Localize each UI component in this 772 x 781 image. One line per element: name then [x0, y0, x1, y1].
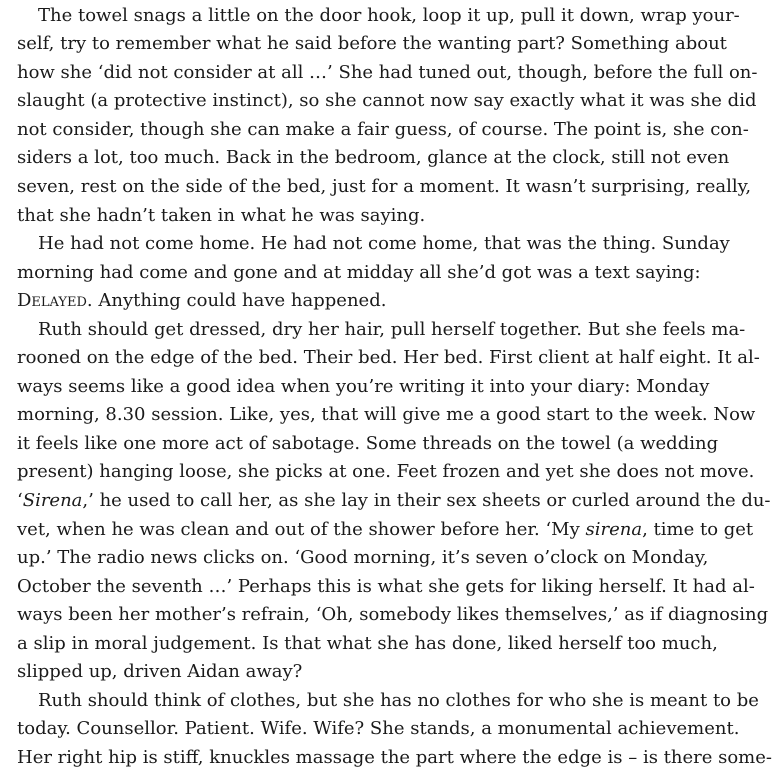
text-segment: siders a lot, too much. Back in the bedroom, glance at the clock, still not even — [17, 147, 730, 168]
text-line — [17, 660, 302, 684]
text-segment: that she hadn’t taken in what he was saying. — [17, 205, 426, 226]
text-line — [17, 346, 760, 370]
text-segment: slaught (a protective instinct), so she cannot now say exactly what it was she did — [17, 90, 757, 111]
text-line — [17, 175, 752, 199]
text-line — [17, 403, 756, 427]
text-line — [17, 489, 771, 513]
text-segment: how she ‘did not consider at all …’ She had tuned out, though, before the full on- — [17, 62, 758, 83]
text-line — [17, 204, 425, 228]
text-segment: October the seventh …’ Perhaps this is what she gets for liking herself. It had al- — [17, 576, 755, 597]
text-segment: morning had come and gone and at midday all she’d got was a text saying: — [17, 262, 701, 283]
text-line — [17, 61, 758, 85]
text-segment: it feels like one more act of sabotage. Some threads on the towel (a wedding — [17, 433, 719, 454]
text-line — [17, 318, 746, 342]
text-line — [17, 4, 740, 28]
italic-word: sirena — [585, 519, 643, 540]
text-segment: ways been her mother’s refrain, ‘Oh, somebody likes themselves,’ as if diagnosing — [17, 604, 769, 625]
text-segment: seven, rest on the side of the bed, just for a moment. It wasn’t surprising, really, — [17, 176, 752, 197]
text-segment: ,’ he used to call her, as she lay in their sex sheets or curled around the du- — [82, 490, 771, 511]
text-segment: vet, when he was clean and out of the shower before her. ‘My — [17, 519, 586, 540]
text-segment: The towel snags a little on the door hook, loop it up, pull it down, wrap your- — [38, 5, 740, 26]
text-line — [17, 689, 759, 713]
text-line — [17, 289, 386, 313]
text-line — [17, 603, 769, 627]
text-line — [17, 717, 740, 741]
text-segment: self, try to remember what he said before the wanting part? Something about — [17, 33, 727, 54]
text-segment: ways seems like a good idea when you’re writing it into your diary: Monday — [17, 376, 710, 397]
text-segment: Ruth should get dressed, dry her hair, pull herself together. But she feels ma- — [38, 319, 746, 340]
text-segment: not consider, though she can make a fair guess, of course. The point is, she con- — [17, 119, 749, 140]
text-segment: morning, 8.30 session. Like, yes, that will give me a good start to the week. Now — [17, 404, 756, 425]
italic-word: Sirena — [22, 490, 83, 511]
text-line — [17, 89, 757, 113]
text-segment: today. Counsellor. Patient. Wife. Wife? She stands, a monumental achievement. — [17, 718, 740, 739]
text-segment: present) hanging loose, she picks at one. Feet frozen and yet she does not move. — [17, 461, 755, 482]
text-line — [17, 575, 755, 599]
text-segment: a slip in moral judgement. Is that what she has done, liked herself too much, — [17, 633, 718, 654]
text-segment: He had not come home. He had not come home, that was the thing. Sunday — [38, 233, 730, 254]
text-line — [17, 546, 709, 570]
small-caps-word: Delayed — [17, 290, 87, 311]
text-segment: slipped up, driven Aidan away? — [17, 661, 303, 682]
text-line — [17, 432, 719, 456]
text-segment: up.’ The radio news clicks on. ‘Good morning, it’s seven o’clock on Monday, — [17, 547, 709, 568]
text-segment: , time to get — [642, 519, 754, 540]
text-line — [17, 460, 755, 484]
text-segment: rooned on the edge of the bed. Their bed. Her bed. First client at half eight. It al- — [17, 347, 760, 368]
text-line — [17, 375, 710, 399]
text-segment: Ruth should think of clothes, but she has no clothes for who she is meant to be — [38, 690, 759, 711]
text-line — [17, 146, 730, 170]
text-line — [17, 746, 772, 770]
text-line — [17, 232, 730, 256]
text-segment: . Anything could have happened. — [86, 290, 387, 311]
text-segment: Her right hip is stiff, knuckles massage the part where the edge is – is there some- — [17, 747, 772, 768]
text-line — [17, 118, 749, 142]
text-line — [17, 32, 727, 56]
text-line — [17, 518, 754, 542]
text-line — [17, 261, 701, 285]
text-line — [17, 632, 718, 656]
text-segment: ‘ — [17, 490, 23, 511]
